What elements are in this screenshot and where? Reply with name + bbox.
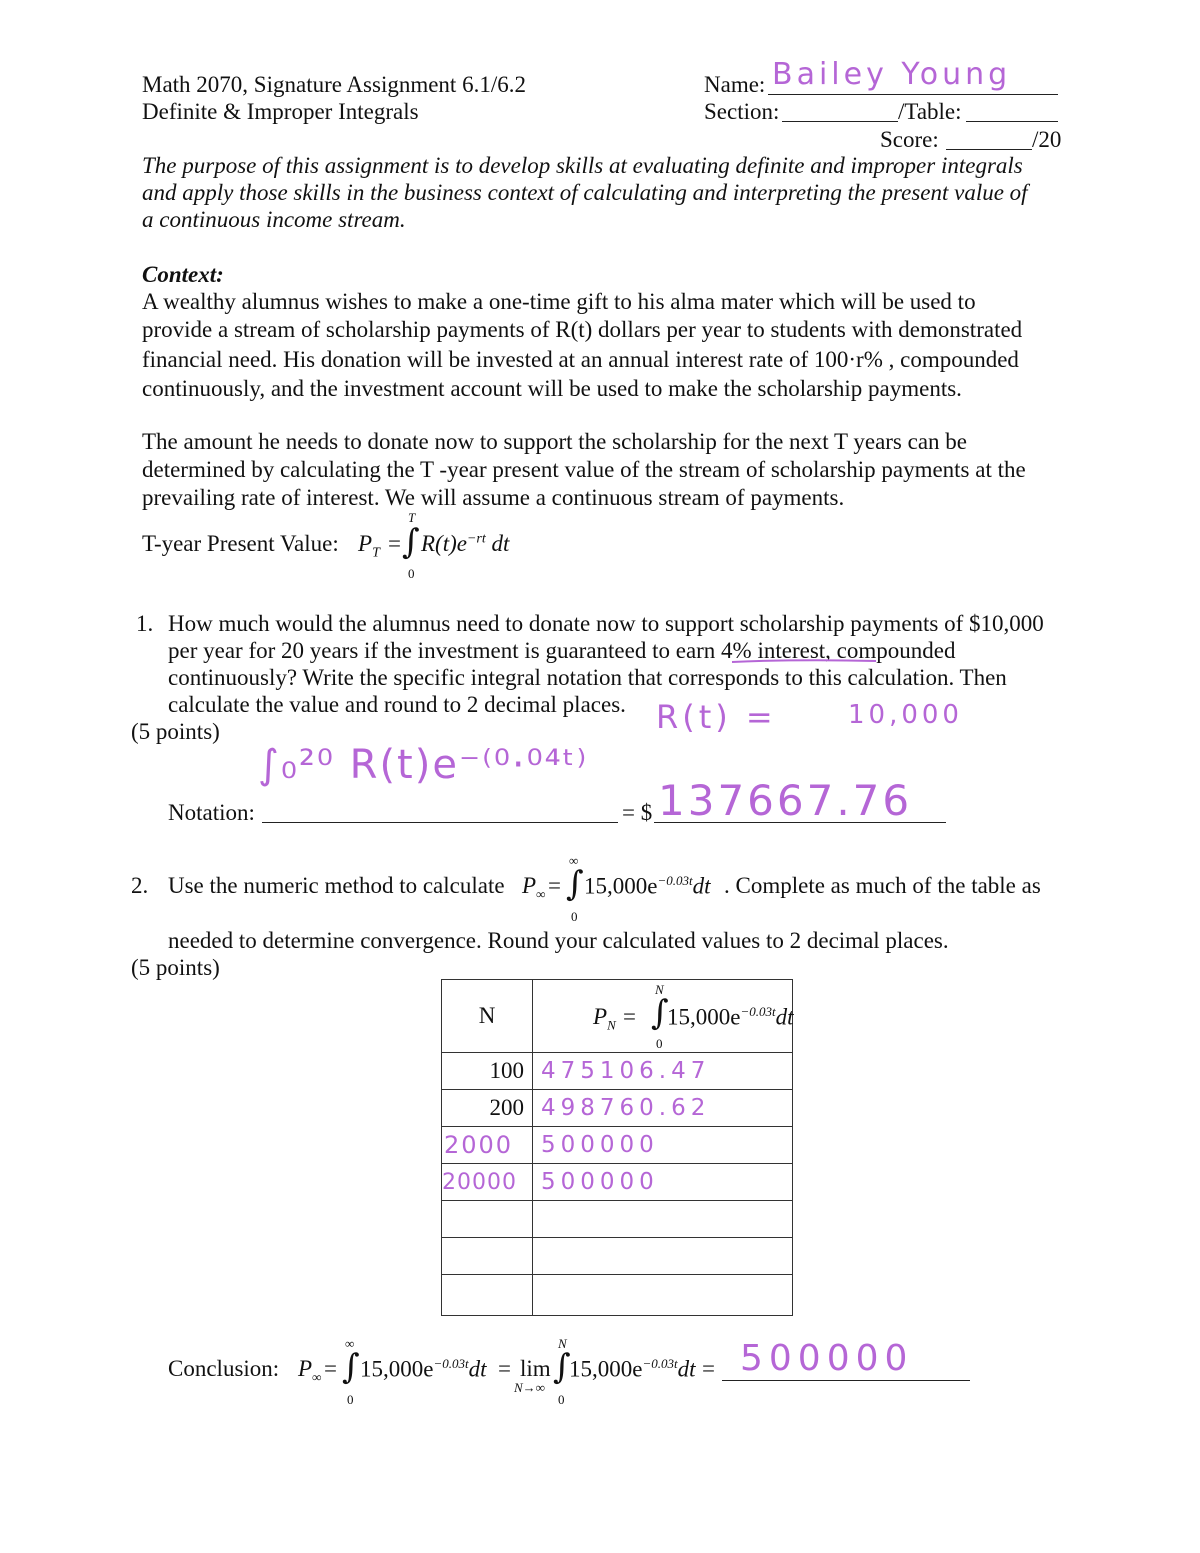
- formula-upper-limit: T: [408, 510, 416, 525]
- q2-equals: =: [548, 873, 561, 898]
- context-p1-line-3: financial need. His donation will be invested at an annual interest rate of 100·r% , compounded: [142, 347, 1019, 372]
- q1-points: (5 points): [131, 719, 220, 744]
- table-label: /Table:: [898, 99, 962, 124]
- score-total: /20: [1032, 127, 1062, 152]
- section-label: Section:: [704, 99, 780, 124]
- section-underline: [782, 121, 898, 122]
- conclusion-upper-n: N: [558, 1336, 567, 1351]
- score-underline: [946, 149, 1032, 150]
- formula-body: $R(t)e^{-rt}$ dt: [421, 531, 510, 556]
- table-underline: [966, 121, 1058, 122]
- row-n: [442, 1238, 533, 1275]
- formula-lower-limit: 0: [408, 566, 415, 581]
- row-value-handwritten: 475106.47: [533, 1053, 793, 1090]
- hw-answer: 137667.76: [658, 776, 913, 825]
- q2-number: 2.: [131, 873, 149, 898]
- hw-rt-value: 10,000: [848, 700, 963, 730]
- table-row: [442, 1090, 793, 1127]
- q2-line-2: needed to determine convergence. Round your calculated values to 2 decimal places.: [168, 928, 949, 953]
- conclusion-integrand-1: $15,000e^{-0.03t}dt$: [360, 1356, 487, 1382]
- pn-label: $P_N$ =: [593, 1004, 638, 1033]
- conclusion-lim: lim: [520, 1356, 551, 1381]
- q1-line-3: continuously? Write the specific integral notation that corresponds to this calculation. Then: [168, 665, 1007, 690]
- q1-number: 1.: [136, 611, 154, 636]
- row-n-handwritten: 2000: [442, 1127, 533, 1164]
- q1-line-1: How much would the alumnus need to donate now to support scholarship payments of $10,000: [168, 611, 1044, 636]
- context-p1-line-4: continuously, and the investment account will be used to make the scholarship payments.: [142, 376, 962, 401]
- conclusion-pinf: $P_\infty$: [298, 1356, 322, 1385]
- row-value: [533, 1201, 793, 1238]
- course-title: Math 2070, Signature Assignment 6.1/6.2: [142, 72, 526, 97]
- q2-integral-sign: ∫: [566, 864, 584, 904]
- q2-integrand: $15,000e^{-0.03t}dt$: [584, 873, 711, 899]
- context-p1-line-1: A wealthy alumnus wishes to make a one-time gift to his alma mater which will be used to: [142, 289, 976, 314]
- table-row: [442, 1275, 793, 1316]
- context-p2-line-1: The amount he needs to donate now to support the scholarship for the next T years can be: [142, 429, 968, 454]
- row-value-handwritten: 500000: [533, 1127, 793, 1164]
- conclusion-equals-3: =: [702, 1356, 715, 1381]
- conclusion-equals-1: =: [324, 1356, 337, 1381]
- q2-lower-limit: 0: [571, 909, 578, 924]
- table-header-row: [442, 980, 793, 1053]
- name-handwritten: Bailey Young: [772, 57, 1012, 92]
- row-n: 200: [442, 1090, 533, 1127]
- conclusion-upper-inf: ∞: [345, 1336, 355, 1351]
- hw-integral-notation: ∫₀²⁰ R(t)e⁻⁽⁰·⁰⁴ᵗ⁾: [258, 742, 589, 788]
- score-label: Score:: [880, 127, 939, 152]
- purpose-line-2: and apply those skills in the business context of calculating and interpreting the present value of: [142, 180, 1028, 205]
- notation-underline: [262, 822, 618, 823]
- integral-sign: ∫: [402, 522, 420, 562]
- purpose-line-1: The purpose of this assignment is to develop skills at evaluating definite and improper integrals: [142, 153, 1023, 178]
- pn-integrand: $15,000e^{-0.03t}dt$: [667, 1004, 794, 1030]
- hw-rt-label: R(t) =: [656, 698, 777, 736]
- col-pn-header: [533, 980, 793, 1053]
- equals-dollar: = $: [622, 800, 653, 825]
- pn-lower-limit: 0: [656, 1036, 663, 1051]
- col-n-header: N: [442, 980, 533, 1053]
- conclusion-integral-1: ∫: [342, 1347, 360, 1387]
- purpose-line-3: a continuous income stream.: [142, 207, 406, 232]
- convergence-table: [441, 979, 793, 1316]
- conclusion-equals-2: =: [498, 1356, 511, 1381]
- q1-line-4: calculate the value and round to 2 decimal places.: [168, 692, 626, 717]
- context-p1-line-2: provide a stream of scholarship payments of R(t) dollars per year to students with demonstrated: [142, 317, 1023, 342]
- table-row: [442, 1238, 793, 1275]
- conclusion-label: Conclusion:: [168, 1356, 280, 1381]
- q1-line-2: per year for 20 years if the investment is guaranteed to earn 4% interest, compounded: [168, 638, 956, 663]
- pn-upper-limit: N: [655, 982, 664, 997]
- context-p2-line-3: prevailing rate of interest. We will assume a continuous stream of payments.: [142, 485, 845, 510]
- name-label: Name:: [704, 72, 766, 97]
- row-value: [533, 1275, 793, 1316]
- conclusion-lower-2: 0: [558, 1392, 565, 1407]
- row-n: 100: [442, 1053, 533, 1090]
- notation-label: Notation:: [168, 800, 255, 825]
- q2-pinf: $P_\infty$: [522, 873, 546, 902]
- row-n: [442, 1275, 533, 1316]
- hw-conclusion: 500000: [740, 1338, 914, 1379]
- conclusion-underline: [722, 1380, 970, 1381]
- topic-title: Definite & Improper Integrals: [142, 99, 419, 124]
- formula-lhs: $P_T$: [358, 531, 380, 561]
- q2-intro: Use the numeric method to calculate: [168, 873, 505, 898]
- table-row: [442, 1053, 793, 1090]
- conclusion-integral-2: ∫: [553, 1347, 571, 1387]
- row-value-handwritten: 498760.62: [533, 1090, 793, 1127]
- formula-equals: =: [388, 531, 401, 556]
- table-row: [442, 1127, 793, 1164]
- context-heading: Context:: [142, 262, 224, 287]
- row-n-handwritten: 20000: [442, 1164, 533, 1201]
- conclusion-lower-1: 0: [347, 1392, 354, 1407]
- pn-integral-sign: ∫: [651, 993, 669, 1033]
- name-underline: [768, 94, 1058, 95]
- row-n: [442, 1201, 533, 1238]
- q2-tail: . Complete as much of the table as: [724, 873, 1041, 898]
- row-value: [533, 1238, 793, 1275]
- table-row: [442, 1164, 793, 1201]
- conclusion-integrand-2: $15,000e^{-0.03t}dt$: [569, 1356, 696, 1382]
- formula-label: T-year Present Value:: [142, 531, 339, 556]
- context-p2-line-2: determined by calculating the T -year present value of the stream of scholarship payments at the: [142, 457, 1026, 482]
- hw-underline-interest: [730, 656, 880, 666]
- table-row: [442, 1201, 793, 1238]
- q2-upper-limit: ∞: [569, 853, 579, 868]
- q2-points: (5 points): [131, 955, 220, 980]
- row-value-handwritten: 500000: [533, 1164, 793, 1201]
- conclusion-lim-sub: N→∞: [514, 1380, 545, 1395]
